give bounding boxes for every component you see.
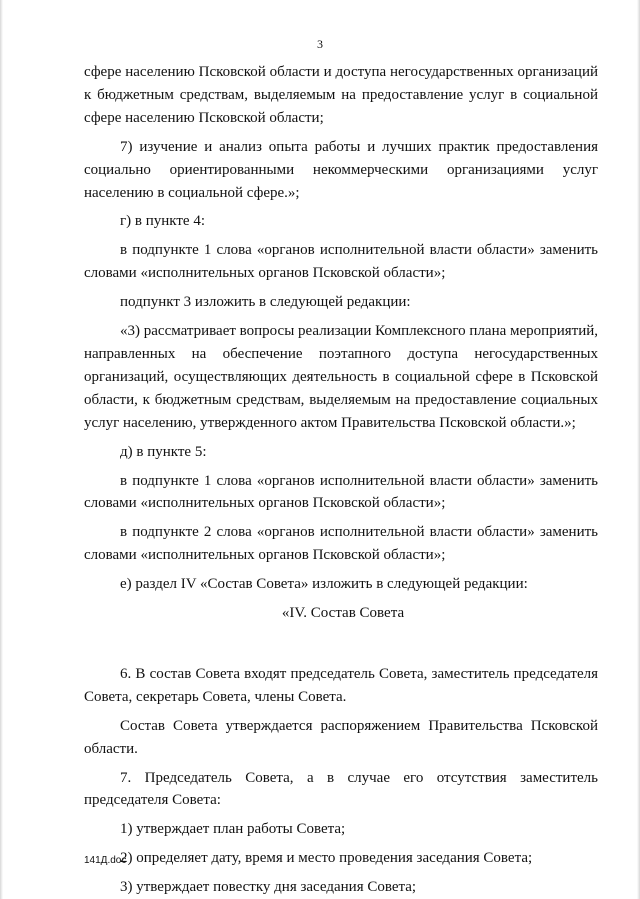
paragraph-point-e: е) раздел IV «Состав Совета» изложить в следующей редакции: <box>120 576 528 593</box>
paragraph-item-7: 7) изучение и анализ опыта работы и лучших практик предоставления социально ориентированными некоммерческими организациями услуг населению в социальной сфере.»; <box>84 138 598 201</box>
paragraph-d-subpoint-1: в подпункте 1 слова «органов исполнительной власти области» заменить словами «исполнительных органов Псковской области»; <box>84 472 598 512</box>
scan-edge-left <box>0 0 3 899</box>
paragraph-g-subpoint-3-intro: подпункт 3 изложить в следующей редакции: <box>120 294 411 311</box>
paragraph-item-6: 6. В состав Совета входят председатель Совета, заместитель председателя Совета, секретарь Совета, члены Совета. <box>84 665 598 705</box>
file-name-footer: 141Д.doc <box>84 855 127 866</box>
paragraph-g-subpoint-3-text: «3) рассматривает вопросы реализации Комплексного плана мероприятий, направленных на обеспечение поэтапного доступа негосударственных организаций, осуществляющих деятельность в социальной сфере в Псковской области, к бюджетным средствам, выделяемым на предоставление социальных услуг населению, утвержденного актом Правительства Псковской области.»; <box>84 323 598 431</box>
paragraph-d-subpoint-2: в подпункте 2 слова «органов исполнительной власти области» заменить словами «исполнительных органов Псковской области»; <box>84 524 598 564</box>
list-item-1: 1) утверждает план работы Совета; <box>120 821 346 838</box>
paragraph-point-g: г) в пункте 4: <box>120 213 206 230</box>
paragraph-point-d: д) в пункте 5: <box>120 443 207 460</box>
paragraph-item-7-chair: 7. Председатель Совета, а в случае его отсутствия заместитель председателя Совета: <box>84 769 598 809</box>
paragraph-continuation: сфере населению Псковской области и доступа негосударственных организаций к бюджетным средствам, выделяемым на предоставление услуг в социальной сфере населению Псковской области; <box>84 64 598 126</box>
document-body <box>84 61 598 899</box>
page-number: 3 <box>317 37 323 51</box>
section-heading: «IV. Состав Совета <box>281 605 405 622</box>
paragraph-composition: Состав Совета утверждается распоряжением Правительства Псковской области. <box>84 717 598 757</box>
paragraph-g-subpoint-1: в подпункте 1 слова «органов исполнительной власти области» заменить словами «исполнительных органов Псковской области»; <box>84 242 598 282</box>
list-item-3: 3) утверждает повестку дня заседания Совета; <box>120 879 417 896</box>
list-item-2: 2) определяет дату, время и место проведения заседания Совета; <box>120 850 533 867</box>
